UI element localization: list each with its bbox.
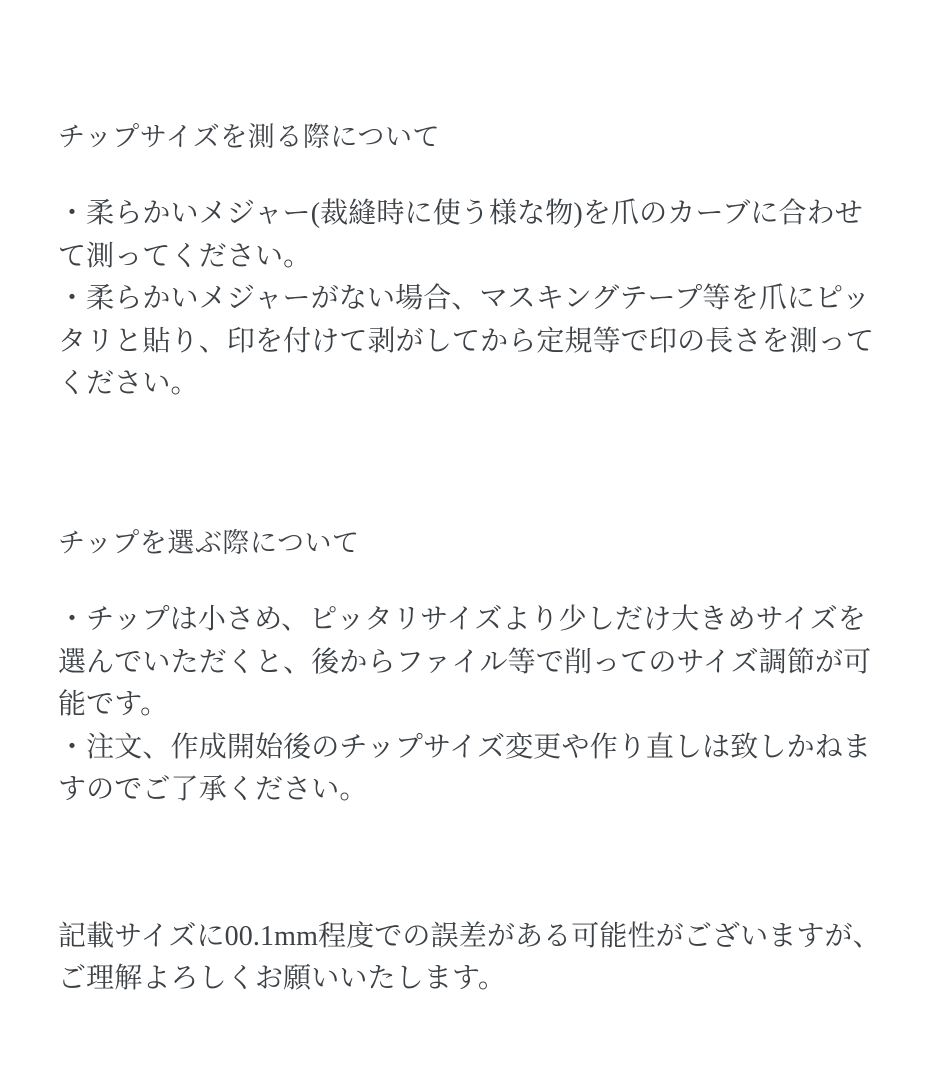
paragraph-choosing-2: ・注文、作成開始後のチップサイズ変更や作り直しは致しかねますのでご了承ください。 xyxy=(58,731,871,806)
section-choosing xyxy=(58,524,891,812)
section-measuring xyxy=(58,0,891,406)
section-tolerance xyxy=(58,916,891,1001)
paragraph-choosing-1: ・チップは小さめ、ピッタリサイズより少しだけ大きめサイズを選んでいただくと、後からファイル等で削ってのサイズ調節が可能です。 xyxy=(58,604,872,721)
spacer xyxy=(58,406,891,524)
paragraph-measuring-2: ・柔らかいメジャーがない場合、マスキングテープ等を爪にピッタリと貼り、印を付けて剥がしてから定規等で印の長さを測ってください。 xyxy=(58,283,875,400)
paragraph-measuring-1: ・柔らかいメジャー(裁縫時に使う様な物)を爪のカーブに合わせて測ってください。 xyxy=(58,198,863,272)
paragraph-tolerance-1: 記載サイズに00.1mm程度での誤差がある可能性がございますが、ご理解よろしくお願いいたします。 xyxy=(58,920,881,995)
section-title-measuring: チップサイズを測る際について xyxy=(58,122,441,152)
spacer xyxy=(58,563,891,599)
spacer xyxy=(58,812,891,916)
spacer xyxy=(58,157,891,193)
section-title-choosing: チップを選ぶ際について xyxy=(58,527,360,558)
